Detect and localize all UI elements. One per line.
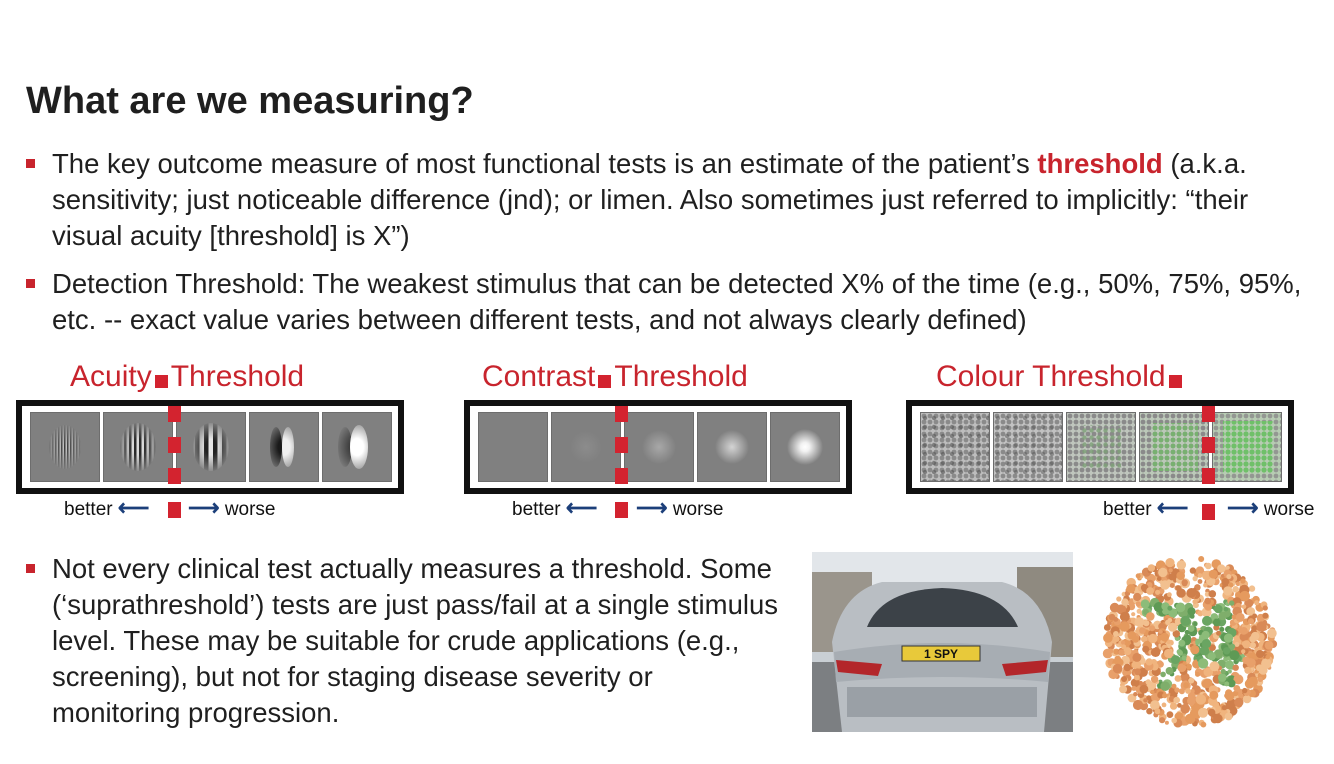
ishihara-dot bbox=[1121, 676, 1127, 682]
ishihara-dot bbox=[1229, 650, 1239, 660]
ishihara-dot bbox=[1168, 618, 1173, 623]
acuity-axis bbox=[64, 496, 276, 522]
ishihara-dot bbox=[1151, 676, 1158, 683]
bullet-text: The key outcome measure of most functional tests is an estimate of the patient’s bbox=[52, 148, 1038, 179]
ishihara-dot bbox=[1251, 632, 1259, 640]
threshold-dash bbox=[1202, 406, 1215, 422]
ishihara-dot bbox=[1108, 649, 1113, 654]
ishihara-dot bbox=[1201, 722, 1207, 728]
ishihara-dot bbox=[1151, 648, 1160, 657]
threshold-marker bbox=[155, 375, 168, 388]
threshold-keyword: threshold bbox=[1037, 148, 1163, 179]
ishihara-dot bbox=[1196, 694, 1206, 704]
grating-tile-5 bbox=[322, 412, 392, 482]
ishihara-dot bbox=[1258, 677, 1263, 682]
ishihara-dot bbox=[1217, 564, 1225, 572]
contrast-tile-5 bbox=[770, 412, 840, 482]
better-label: better bbox=[512, 499, 561, 520]
ishihara-dot bbox=[1123, 647, 1131, 655]
threshold-dash bbox=[1202, 437, 1215, 453]
ishihara-dot bbox=[1176, 603, 1186, 613]
ishihara-dot bbox=[1155, 590, 1160, 595]
ishihara-dot bbox=[1183, 682, 1189, 688]
ishihara-dot bbox=[1177, 560, 1186, 569]
grating-tile-4 bbox=[249, 412, 319, 482]
bullet-marker bbox=[26, 159, 35, 168]
ishihara-dot bbox=[1245, 679, 1255, 689]
grating-tile-1 bbox=[30, 412, 100, 482]
contrast-stimulus-strip bbox=[464, 400, 852, 494]
better-label: better bbox=[64, 499, 113, 520]
colour-axis bbox=[1103, 496, 1315, 522]
ishihara-dot bbox=[1113, 664, 1123, 674]
ishihara-dot bbox=[1188, 678, 1194, 684]
ishihara-dot bbox=[1202, 680, 1210, 688]
ishihara-dot bbox=[1167, 606, 1172, 611]
ishihara-dot bbox=[1252, 614, 1257, 619]
ishihara-dot bbox=[1140, 685, 1149, 694]
ishihara-dot bbox=[1168, 573, 1175, 580]
ishihara-dot bbox=[1256, 621, 1266, 631]
ishihara-dot bbox=[1180, 704, 1190, 714]
ishihara-dot bbox=[1233, 685, 1240, 692]
ishihara-dot bbox=[1240, 591, 1250, 601]
ishihara-dot bbox=[1225, 691, 1235, 701]
ishihara-dot bbox=[1224, 681, 1229, 686]
threshold-dash bbox=[1202, 468, 1215, 484]
ishihara-dot bbox=[1133, 692, 1137, 696]
colour-tile-2 bbox=[993, 412, 1063, 482]
ishihara-dot bbox=[1146, 679, 1152, 685]
ishihara-dot bbox=[1242, 640, 1250, 648]
ishihara-dot bbox=[1160, 672, 1166, 678]
ishihara-dot bbox=[1224, 634, 1233, 643]
ishihara-dot bbox=[1155, 708, 1161, 714]
ishihara-dot bbox=[1185, 688, 1191, 694]
ishihara-dot bbox=[1119, 685, 1127, 693]
ishihara-dot bbox=[1240, 578, 1245, 583]
ishihara-dot bbox=[1202, 631, 1210, 639]
ishihara-dot bbox=[1267, 629, 1277, 639]
ishihara-dot bbox=[1103, 633, 1113, 643]
ishihara-dot bbox=[1148, 634, 1157, 643]
ishihara-dot bbox=[1244, 667, 1251, 674]
ishihara-dot bbox=[1116, 596, 1121, 601]
contrast-tile-3 bbox=[624, 412, 694, 482]
ishihara-dot bbox=[1190, 709, 1199, 718]
ishihara-dot bbox=[1186, 588, 1196, 598]
threshold-dash bbox=[168, 437, 181, 453]
threshold-dash bbox=[168, 406, 181, 422]
bullet-suprathreshold bbox=[26, 551, 786, 731]
ishihara-dot bbox=[1182, 656, 1187, 661]
ishihara-dot bbox=[1166, 667, 1174, 675]
colour-tile-3 bbox=[1066, 412, 1136, 482]
ishihara-dot bbox=[1134, 674, 1140, 680]
left-arrow-icon: ⟵ bbox=[565, 495, 598, 520]
ishihara-dot bbox=[1131, 612, 1135, 616]
ishihara-dot bbox=[1168, 623, 1177, 632]
ishihara-dot bbox=[1164, 649, 1173, 658]
ishihara-dot bbox=[1170, 583, 1175, 588]
ishihara-dot bbox=[1265, 641, 1274, 650]
ishihara-dot bbox=[1218, 673, 1227, 682]
ishihara-dot bbox=[1234, 698, 1243, 707]
bullet-text: Not every clinical test actually measures a threshold. Some (‘suprathreshold’) tests are just pass/fail at a single stimulus level. These may be suitable for crude applications (e.g., screening), but not for staging disease severity or monitoring progression. bbox=[52, 553, 779, 728]
ishihara-dot bbox=[1134, 668, 1141, 675]
ishihara-dot bbox=[1182, 579, 1188, 585]
ishihara-dot bbox=[1183, 661, 1187, 665]
ishihara-dot bbox=[1223, 647, 1230, 654]
ishihara-dot bbox=[1177, 649, 1182, 654]
ishihara-dot bbox=[1173, 697, 1180, 704]
ishihara-dot bbox=[1213, 619, 1221, 627]
ishihara-dot bbox=[1193, 622, 1197, 626]
ishihara-dot bbox=[1132, 653, 1141, 662]
ishihara-dot bbox=[1158, 568, 1167, 577]
ishihara-dot bbox=[1233, 665, 1239, 671]
ishihara-dot bbox=[1209, 570, 1218, 579]
bullet-text-continued: (a.k.a. sensitivity; just noticeable difference (jnd); or limen. Also sometimes just referred to implicitly: “their visual acuity [threshold] is X”) bbox=[52, 148, 1249, 251]
ishihara-dot bbox=[1240, 627, 1248, 635]
ishihara-dot bbox=[1159, 717, 1165, 723]
ishihara-dot bbox=[1109, 614, 1116, 621]
ishihara-dot bbox=[1137, 609, 1142, 614]
ishihara-dot bbox=[1124, 664, 1132, 672]
worse-label: worse bbox=[224, 499, 276, 520]
bullet-marker bbox=[26, 279, 35, 288]
ishihara-dot bbox=[1221, 669, 1226, 674]
colour-stimulus-strip bbox=[906, 400, 1294, 494]
threshold-dash bbox=[615, 437, 628, 453]
ishihara-dot bbox=[1219, 627, 1224, 632]
grating-tile-3 bbox=[176, 412, 246, 482]
ishihara-dot bbox=[1202, 616, 1212, 626]
bullet-marker bbox=[26, 564, 35, 573]
threshold-marker bbox=[598, 375, 611, 388]
ishihara-dot bbox=[1146, 708, 1152, 714]
ishihara-dot bbox=[1119, 622, 1129, 632]
ishihara-dot bbox=[1224, 607, 1229, 612]
ishihara-dot bbox=[1193, 576, 1198, 581]
ishihara-dot bbox=[1259, 666, 1268, 675]
bullet-threshold-definition bbox=[26, 146, 1316, 254]
ishihara-dot bbox=[1165, 721, 1169, 725]
contrast-threshold-label: Contrast Threshold bbox=[482, 360, 748, 393]
ishihara-dot bbox=[1198, 573, 1203, 578]
contrast-tile-4 bbox=[697, 412, 767, 482]
ishihara-dot bbox=[1135, 617, 1145, 627]
threshold-dash bbox=[615, 406, 628, 422]
car-license-plate-photo bbox=[812, 552, 1073, 732]
ishihara-dot bbox=[1225, 713, 1233, 721]
ishihara-dot bbox=[1146, 612, 1155, 621]
ishihara-dot bbox=[1235, 642, 1240, 647]
ishihara-dot bbox=[1171, 655, 1180, 664]
ishihara-dot bbox=[1209, 590, 1217, 598]
threshold-dash bbox=[615, 468, 628, 484]
right-arrow-icon: ⟶ bbox=[1226, 495, 1259, 520]
ishihara-dot bbox=[1120, 612, 1130, 622]
ishihara-dot bbox=[1232, 586, 1239, 593]
ishihara-dot bbox=[1118, 649, 1124, 655]
threshold-marker bbox=[1169, 375, 1182, 388]
contrast-axis bbox=[512, 496, 724, 522]
ishihara-dot bbox=[1159, 630, 1163, 634]
ishihara-dot bbox=[1136, 601, 1141, 606]
ishihara-dot bbox=[1141, 599, 1150, 608]
ishihara-dot bbox=[1133, 700, 1143, 710]
better-label: better bbox=[1103, 499, 1152, 520]
ishihara-dot bbox=[1228, 669, 1232, 673]
ishihara-dot bbox=[1242, 605, 1247, 610]
threshold-dash bbox=[168, 468, 181, 484]
ishihara-dot bbox=[1187, 607, 1195, 615]
ishihara-dot bbox=[1223, 586, 1232, 595]
ishihara-dot bbox=[1167, 592, 1172, 597]
ishihara-dot bbox=[1160, 681, 1170, 691]
bullet-text: Detection Threshold: The weakest stimulus that can be detected X% of the time (e.g., 50%, 75%, 95%, etc. -- exact value varies between different tests, and not always clearly defined) bbox=[52, 268, 1302, 335]
license-plate-text: 1 SPY bbox=[923, 647, 959, 661]
ishihara-dot bbox=[1158, 660, 1163, 665]
ishihara-dot bbox=[1242, 688, 1247, 693]
ishihara-dot bbox=[1198, 579, 1203, 584]
bullet-detection-threshold bbox=[26, 266, 1316, 338]
right-arrow-icon: ⟶ bbox=[187, 495, 220, 520]
ishihara-dot bbox=[1263, 605, 1268, 610]
ishihara-dot bbox=[1208, 709, 1216, 717]
ishihara-dot bbox=[1198, 658, 1208, 668]
acuity-stimulus-strip bbox=[16, 400, 404, 494]
left-arrow-icon: ⟵ bbox=[1156, 495, 1189, 520]
ishihara-dot bbox=[1187, 697, 1196, 706]
ishihara-dot bbox=[1208, 652, 1216, 660]
ishihara-dot bbox=[1176, 571, 1185, 580]
ishihara-dot bbox=[1169, 568, 1173, 572]
ishihara-dot bbox=[1190, 645, 1199, 654]
ishihara-dot bbox=[1236, 613, 1245, 622]
ishihara-dot bbox=[1262, 613, 1268, 619]
ishihara-dot bbox=[1121, 598, 1128, 605]
ishihara-dot bbox=[1182, 617, 1190, 625]
left-arrow-icon: ⟵ bbox=[117, 495, 150, 520]
ishihara-dot bbox=[1160, 580, 1170, 590]
colour-tile-1 bbox=[920, 412, 990, 482]
colour-tile-4 bbox=[1139, 412, 1209, 482]
colour-tile-5 bbox=[1212, 412, 1282, 482]
ishihara-dot bbox=[1205, 563, 1212, 570]
ishihara-dot bbox=[1209, 661, 1219, 671]
ishihara-dot bbox=[1214, 605, 1223, 614]
ishihara-dot bbox=[1202, 639, 1211, 648]
ishihara-dot bbox=[1226, 574, 1231, 579]
ishihara-dot bbox=[1170, 702, 1177, 709]
ishihara-dot bbox=[1149, 625, 1155, 631]
contrast-tile-2 bbox=[551, 412, 621, 482]
ishihara-dot bbox=[1162, 693, 1167, 698]
slide-title: What are we measuring? bbox=[26, 80, 474, 122]
worse-label: worse bbox=[1263, 499, 1315, 520]
ishihara-dot bbox=[1204, 598, 1211, 605]
acuity-threshold-label: Acuity Threshold bbox=[70, 360, 305, 393]
ishihara-dot bbox=[1249, 585, 1255, 591]
ishihara-dot bbox=[1175, 675, 1182, 682]
ishihara-dot bbox=[1203, 583, 1208, 588]
ishihara-dot bbox=[1179, 640, 1186, 647]
ishihara-dot bbox=[1174, 687, 1179, 692]
ishihara-dot bbox=[1104, 624, 1111, 631]
ishihara-dot bbox=[1209, 691, 1218, 700]
worse-label: worse bbox=[672, 499, 724, 520]
ishihara-dot bbox=[1113, 631, 1119, 637]
ishihara-dot bbox=[1171, 718, 1177, 724]
ishihara-dot bbox=[1139, 627, 1146, 634]
ishihara-dot bbox=[1218, 612, 1226, 620]
right-arrow-icon: ⟶ bbox=[635, 495, 668, 520]
ishihara-dot bbox=[1222, 705, 1227, 710]
ishihara-dot bbox=[1190, 567, 1196, 573]
ishihara-dot bbox=[1146, 658, 1153, 665]
ishihara-dot bbox=[1196, 568, 1202, 574]
ishihara-dot bbox=[1146, 587, 1154, 595]
ishihara-dot bbox=[1143, 698, 1147, 702]
ishihara-dot bbox=[1136, 573, 1141, 578]
ishihara-dot bbox=[1142, 646, 1149, 653]
grating-tile-2 bbox=[103, 412, 173, 482]
ishihara-plate bbox=[1100, 552, 1280, 732]
ishihara-dot bbox=[1176, 588, 1185, 597]
ishihara-dot bbox=[1248, 618, 1254, 624]
ishihara-dot bbox=[1241, 649, 1245, 653]
ishihara-dot bbox=[1128, 631, 1137, 640]
ishihara-dot bbox=[1265, 655, 1270, 660]
ishihara-dot bbox=[1198, 708, 1208, 718]
ishihara-dot bbox=[1213, 714, 1222, 723]
ishihara-dot bbox=[1254, 600, 1259, 605]
ishihara-dot bbox=[1165, 558, 1174, 567]
ishihara-dot bbox=[1226, 566, 1230, 570]
ishihara-dot bbox=[1131, 686, 1136, 691]
ishihara-dot bbox=[1250, 642, 1256, 648]
ishihara-dot bbox=[1195, 641, 1199, 645]
ishihara-dot bbox=[1148, 564, 1155, 571]
ishihara-dot bbox=[1190, 689, 1195, 694]
ishihara-dot bbox=[1198, 556, 1204, 562]
ishihara-dot bbox=[1126, 584, 1135, 593]
ishihara-dot bbox=[1195, 672, 1200, 677]
ishihara-dot bbox=[1162, 703, 1167, 708]
ishihara-dot bbox=[1246, 658, 1256, 668]
ishihara-dot bbox=[1121, 641, 1125, 645]
ishihara-dot bbox=[1160, 633, 1169, 642]
ishihara-dot bbox=[1230, 644, 1236, 650]
ishihara-dot bbox=[1192, 599, 1197, 604]
contrast-tile-1 bbox=[478, 412, 548, 482]
ishihara-dot bbox=[1256, 650, 1264, 658]
ishihara-dot bbox=[1229, 600, 1234, 605]
colour-threshold-label: Colour Threshold bbox=[936, 358, 1185, 396]
ishihara-dot bbox=[1167, 711, 1174, 718]
ishihara-dot bbox=[1133, 593, 1141, 601]
